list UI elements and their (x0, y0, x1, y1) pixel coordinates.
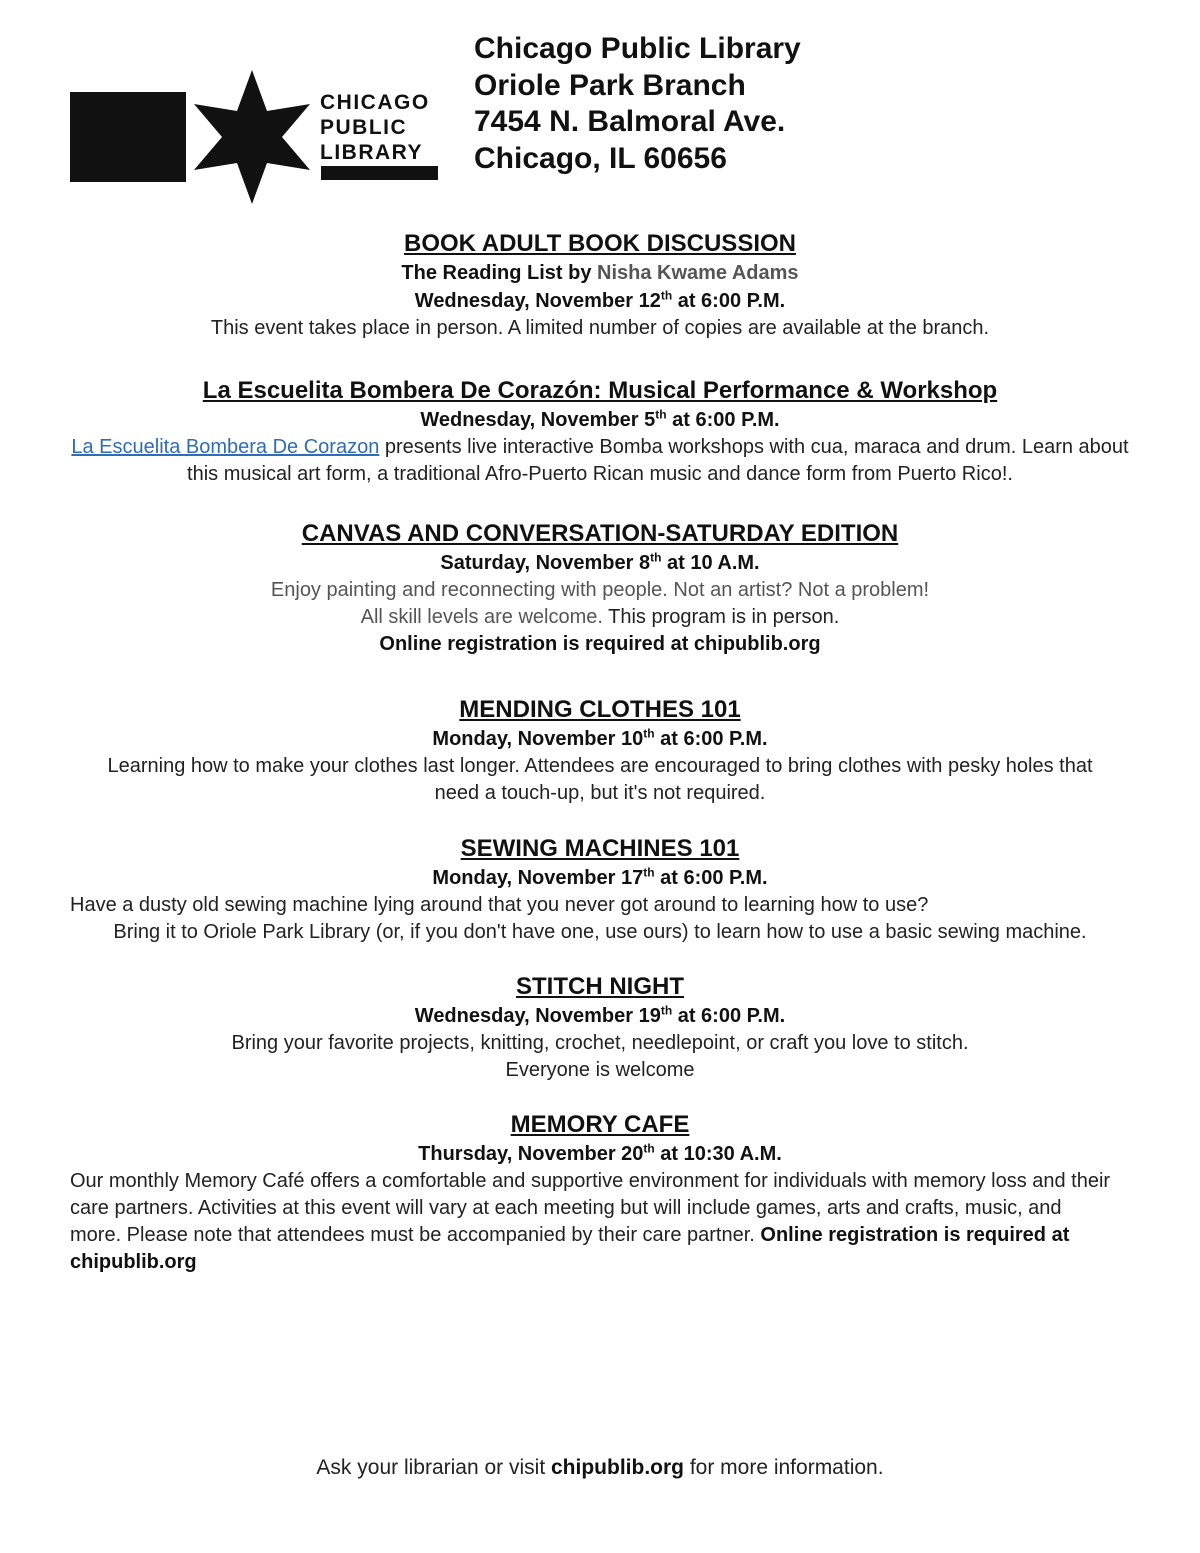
date-day: Wednesday, November 19 (414, 1005, 661, 1027)
date-day: Wednesday, November 5 (420, 409, 656, 431)
event-sewing-machines (62, 834, 1138, 946)
footer-text: for more information. (683, 1456, 884, 1479)
event-title: STITCH NIGHT (516, 973, 684, 1000)
event-book-discussion (62, 229, 1138, 342)
date-suffix: th (643, 726, 655, 741)
date-suffix: th (643, 1141, 655, 1156)
chicago-public-library-logo (70, 68, 440, 204)
event-description-line-2 (62, 604, 1138, 631)
date-day: Saturday, November 8 (440, 552, 651, 574)
event-description: Bring your favorite projects, knitting, crochet, needlepoint, or craft you love to stitch. (231, 1032, 969, 1054)
date-suffix: th (660, 1003, 673, 1018)
date-day: Wednesday, November 12 (414, 290, 661, 312)
event-stitch-night (62, 972, 1138, 1084)
event-description (62, 434, 1138, 488)
event-description: Enjoy painting and reconnecting with people. Not an artist? Not a problem! (270, 579, 930, 601)
logo-wordmark (320, 90, 430, 165)
branch-address (474, 31, 801, 177)
date-time: at 6:00 P.M. (672, 1005, 786, 1027)
events-list (62, 229, 1138, 1276)
description-text: This program is in person. (608, 606, 840, 628)
address-line: 7454 N. Balmoral Ave. (474, 105, 786, 138)
date-time: at 10:30 A.M. (654, 1143, 782, 1165)
event-description-continued: Bring it to Oriole Park Library (or, if you don't have one, use ours) to learn how to use a basic sewing machine. (113, 921, 1087, 943)
page-footer (0, 1456, 1200, 1480)
event-mending-clothes (62, 695, 1138, 807)
event-title: La Escuelita Bombera De Corazón: Musical Performance & Workshop (202, 377, 998, 404)
date-suffix: th (643, 865, 655, 880)
date-time: at 6:00 P.M. (666, 409, 780, 431)
subtitle-author: Nisha Kwame Adams (597, 262, 799, 284)
event-date (62, 549, 1138, 577)
event-canvas-conversation (62, 519, 1138, 658)
address-line: Chicago, IL 60656 (474, 141, 727, 175)
event-description: This event takes place in person. A limited number of copies are available at the branch. (210, 317, 990, 339)
event-title: SEWING MACHINES 101 (460, 835, 740, 862)
event-description (62, 1168, 1138, 1276)
logo-square (70, 92, 186, 182)
footer-text: Ask your librarian or visit (316, 1456, 551, 1479)
event-description: Have a dusty old sewing machine lying around that you never got around to learning how to use? (70, 894, 929, 916)
date-suffix: th (660, 288, 673, 303)
event-memory-cafe (62, 1110, 1138, 1276)
six-pointed-star-icon (194, 70, 310, 204)
event-subtitle (62, 259, 1138, 287)
description-text: presents live interactive Bomba workshops with cua, maraca and drum. Learn about this musical art form, a traditional Afro-Puerto Rican music and dance form from Puerto Rico!. (187, 436, 1129, 485)
date-suffix: th (655, 407, 667, 422)
page-header (0, 0, 1200, 215)
event-date (62, 1002, 1138, 1030)
description-text: Our monthly Memory Café offers a comfortable and supportive environment for individuals with memory loss and their care partners. Activities at this event will vary at each meeting but will include games, arts and crafts, music, and more. Please note that attendees must be accompanied by their care partner. (70, 1170, 1111, 1246)
event-date (62, 864, 1138, 892)
event-title: MENDING CLOTHES 101 (459, 696, 741, 723)
event-description: Learning how to make your clothes last longer. Attendees are encouraged to bring clothes with pesky holes that need a touch-up, but it's not required. (107, 755, 1093, 804)
logo-line-3: LIBRARY (320, 141, 424, 164)
escuelita-link[interactable]: La Escuelita Bombera De Corazon (71, 436, 380, 458)
date-suffix: th (650, 550, 662, 565)
event-date (62, 1140, 1138, 1168)
date-day: Monday, November 10 (432, 728, 644, 750)
footer-website: chipublib.org (551, 1456, 684, 1479)
subtitle-book: The Reading List by (401, 262, 597, 284)
date-time: at 6:00 P.M. (654, 728, 768, 750)
event-title: BOOK ADULT BOOK DISCUSSION (403, 230, 796, 257)
event-date (62, 406, 1138, 434)
event-date (62, 287, 1138, 315)
event-title: MEMORY CAFE (510, 1111, 690, 1138)
date-time: at 10 A.M. (661, 552, 760, 574)
date-day: Thursday, November 20 (418, 1143, 644, 1165)
event-bomba-workshop (62, 376, 1138, 488)
event-title: CANVAS AND CONVERSATION-SATURDAY EDITION (301, 520, 899, 547)
logo-line-2: PUBLIC (320, 116, 408, 139)
date-time: at 6:00 P.M. (654, 867, 768, 889)
address-line: Oriole Park Branch (474, 68, 746, 102)
date-day: Monday, November 17 (432, 867, 644, 889)
date-time: at 6:00 P.M. (672, 290, 786, 312)
description-text: All skill levels are welcome. (360, 606, 609, 628)
address-line: Chicago Public Library (474, 32, 801, 65)
logo-bar (321, 166, 438, 180)
event-date (62, 725, 1138, 753)
registration-note: Online registration is required at chipublib.org (379, 633, 821, 655)
registration-note: Online registration is required at chipublib.org (70, 1224, 1070, 1273)
logo-line-1: CHICAGO (320, 91, 430, 114)
event-description-line-2: Everyone is welcome (505, 1059, 695, 1081)
